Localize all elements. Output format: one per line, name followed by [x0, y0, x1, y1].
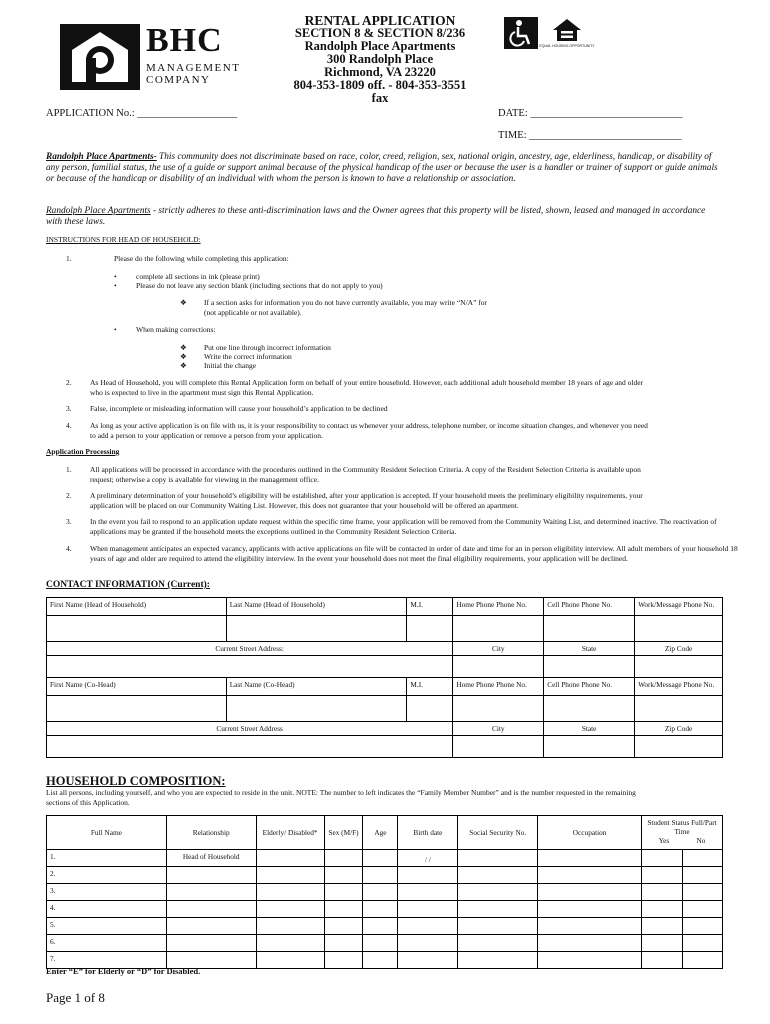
address2-input-row	[47, 736, 723, 758]
address2-head-row	[47, 722, 723, 736]
fax-line: fax	[371, 91, 389, 105]
cohead-last-name-input[interactable]	[226, 696, 407, 722]
bullet-icon: •	[114, 272, 117, 281]
member-age-input[interactable]	[363, 850, 398, 867]
head-home-phone-input[interactable]	[453, 616, 544, 642]
member-sex-input[interactable]	[324, 952, 363, 969]
member-ssn-input[interactable]	[458, 918, 538, 935]
city-header: City	[453, 642, 544, 656]
cohead-first-name-input[interactable]	[47, 696, 227, 722]
col-student-status	[642, 816, 723, 850]
member-occupation-input[interactable]	[538, 867, 642, 884]
contact-header: Last Name (Head of Household)	[226, 598, 407, 616]
zip-header: Zip Code	[635, 642, 723, 656]
address-input-row	[47, 656, 723, 678]
head-last-name-input[interactable]	[226, 616, 407, 642]
instruction-sub-1: If a section asks for information you do not have currently available, you may write “N/A” for (not applicable or not available).	[204, 298, 488, 317]
cohead-address-input[interactable]	[47, 736, 453, 758]
member-student-no[interactable]	[682, 952, 722, 969]
state-header: State	[544, 642, 635, 656]
instruction-num-4: 4.	[66, 421, 72, 430]
member-relationship-input[interactable]: Head of Household	[166, 850, 256, 867]
address-header: Current Street Address:	[47, 642, 453, 656]
household-intro: List all persons, including yourself, and who you are expected to reside in the unit. NOTE: The number to left indicates the “Family Member Number” and is the number requested in the remaining sections of this Application.	[46, 788, 636, 807]
city-header: City	[453, 722, 544, 736]
household-rows	[47, 850, 723, 969]
instructions-heading: INSTRUCTIONS FOR HEAD OF HOUSEHOLD:	[46, 235, 201, 244]
member-name-input[interactable]	[47, 901, 167, 918]
head-cell-phone-input[interactable]	[544, 616, 635, 642]
instruction-bullet-3: When making corrections:	[136, 325, 216, 334]
member-ssn-input[interactable]	[458, 952, 538, 969]
cohead-header: Work/Message Phone No.	[635, 678, 723, 696]
member-name-input[interactable]	[47, 867, 167, 884]
equal-housing-icon	[539, 17, 595, 49]
member-sex-input[interactable]	[324, 867, 363, 884]
instruction-bullet-1: complete all sections in ink (please print)	[136, 272, 260, 281]
head-mi-input[interactable]	[407, 616, 453, 642]
col-age: Age	[363, 816, 398, 850]
intro-text: This community does not discriminate based on race, color, creed, religion, sex, national origin, ancestry, age, elderliness, handicap, or disability of any person, familial status, the use of a guide or support animal because of the physical handicap of the user or because the user is a handler or trainer of support or guide animals or because of the handicap or disability of an individual with whom the person is known to have a relationship or association.	[46, 152, 718, 184]
member-student-yes[interactable]	[642, 918, 683, 935]
compliance-property-name: Randolph Place Apartments	[46, 206, 151, 216]
bullet-icon: •	[114, 325, 117, 334]
head-city-input[interactable]	[453, 656, 544, 678]
member-number: 2.	[50, 869, 56, 878]
document-header	[270, 14, 490, 105]
col-ssn: Social Security No.	[458, 816, 538, 850]
property-name: Randolph Place Apartments	[304, 39, 456, 53]
member-student-no[interactable]	[682, 918, 722, 935]
member-ssn-input[interactable]	[458, 850, 538, 867]
page-number: Page 1 of 8	[46, 990, 105, 1005]
member-relationship-input[interactable]	[166, 935, 256, 952]
member-age-input[interactable]	[363, 918, 398, 935]
household-table	[46, 815, 723, 969]
instruction-1: Please do the following while completing this application:	[114, 254, 289, 263]
diamond-bullet-icon: ❖	[180, 343, 187, 352]
head-first-name-input[interactable]	[47, 616, 227, 642]
contact-heading: CONTACT INFORMATION (Current):	[46, 580, 210, 590]
compliance-text: - strictly adheres to these anti-discrimination laws and the Owner agrees that this property will be listed, shown, leased and managed in accordance with these laws.	[46, 206, 706, 227]
cohead-header: Cell Phone Phone No.	[544, 678, 635, 696]
bhc-logo-mark	[60, 24, 140, 90]
member-number: 3.	[50, 886, 56, 895]
cohead-work-phone-input[interactable]	[635, 696, 723, 722]
household-member-row	[47, 901, 723, 918]
member-student-no[interactable]	[682, 935, 722, 952]
member-birthdate-input[interactable]	[398, 901, 458, 918]
household-member-row	[47, 867, 723, 884]
time-field[interactable]: TIME: _____________________________	[498, 130, 682, 141]
address-header: Current Street Address	[47, 722, 453, 736]
member-age-input[interactable]	[363, 952, 398, 969]
head-state-input[interactable]	[544, 656, 635, 678]
instruction-num-1: 1.	[66, 254, 72, 263]
member-age-input[interactable]	[363, 884, 398, 901]
col-full-name: Full Name	[47, 816, 167, 850]
household-member-row	[47, 935, 723, 952]
member-birthdate-input[interactable]	[398, 884, 458, 901]
instruction-num-2: 2.	[66, 378, 72, 387]
instruction-3: False, incomplete or misleading information will cause your household’s application to be declined	[90, 404, 388, 413]
contact-header: Home Phone Phone No.	[453, 598, 544, 616]
member-elderly-input[interactable]	[256, 952, 324, 969]
member-student-yes[interactable]	[642, 935, 683, 952]
diamond-bullet-icon: ❖	[180, 352, 187, 361]
col-birth-date: Birth date	[398, 816, 458, 850]
application-number-field[interactable]: APPLICATION No.: ___________________	[46, 108, 238, 119]
member-name-input[interactable]	[47, 935, 167, 952]
diamond-bullet-icon: ❖	[180, 361, 187, 370]
instruction-2: As Head of Household, you will complete this Rental Application form on behalf of your entire household. However, each additional adult household member 18 years of age and older who is expected to live in the apartment must sign this Rental Application.	[90, 378, 644, 397]
member-sex-input[interactable]	[324, 884, 363, 901]
household-footnote: Enter “E” for Elderly or “D” for Disabled.	[46, 966, 201, 976]
phone-line: 804-353-1809 off. - 804-353-3551	[293, 78, 467, 92]
household-member-row	[47, 884, 723, 901]
logo-line1: MANAGEMENT	[146, 62, 241, 74]
student-no-label: No	[696, 836, 706, 845]
member-elderly-input[interactable]	[256, 884, 324, 901]
property-address1: 300 Randolph Place	[326, 52, 434, 66]
wheelchair-icon	[504, 17, 538, 49]
member-student-yes[interactable]	[642, 901, 683, 918]
member-ssn-input[interactable]	[458, 867, 538, 884]
member-sex-input[interactable]	[324, 918, 363, 935]
member-student-yes[interactable]	[642, 884, 683, 901]
accessibility-icons	[504, 17, 595, 49]
member-student-yes[interactable]	[642, 952, 683, 969]
member-ssn-input[interactable]	[458, 901, 538, 918]
col-sex: Sex (M/F)	[324, 816, 363, 850]
processing-3: In the event you fail to respond to an application update request within the specific time frame, your application will be removed from the Community Waiting List, and determined inactive. The reactivation of applications may be granted if the household meets the exceptions outlined in the Community Resident Selection Criteria.	[90, 517, 717, 536]
member-student-no[interactable]	[682, 901, 722, 918]
processing-1: All applications will be processed in accordance with the procedures outlined in the Community Resident Selection Criteria. A copy of the Resident Selection Criteria is available upon request; otherwise a copy is available for viewing in the management office.	[90, 465, 641, 484]
member-age-input[interactable]	[363, 867, 398, 884]
property-address2: Richmond, VA 23220	[324, 65, 436, 79]
member-sex-input[interactable]	[324, 850, 363, 867]
intro-property-name: Randolph Place Apartments-	[46, 152, 157, 162]
cohead-header: Last Name (Co-Head)	[226, 678, 407, 696]
member-relationship-input[interactable]	[166, 867, 256, 884]
contact-header: M.I.	[407, 598, 453, 616]
member-name-input[interactable]	[47, 918, 167, 935]
col-relationship: Relationship	[166, 816, 256, 850]
member-sex-input[interactable]	[324, 935, 363, 952]
student-yes-label: Yes	[658, 836, 670, 845]
cohead-header: First Name (Co-Head)	[47, 678, 227, 696]
member-birthdate-input[interactable]	[398, 935, 458, 952]
head-address-input[interactable]	[47, 656, 453, 678]
member-student-no[interactable]	[682, 867, 722, 884]
household-member-row	[47, 918, 723, 935]
member-sex-input[interactable]	[324, 901, 363, 918]
compliance-statement	[46, 206, 722, 228]
member-student-no[interactable]	[682, 850, 722, 867]
member-occupation-input[interactable]	[538, 918, 642, 935]
contact-head-row	[47, 598, 723, 616]
member-relationship-input[interactable]	[166, 884, 256, 901]
logo-name: BHC	[146, 22, 223, 59]
cohead-input-row	[47, 696, 723, 722]
student-status-label: Student Status Full/Part Time	[647, 818, 717, 836]
instruction-bullet-2: Please do not leave any section blank (including sections that do not apply to you)	[136, 281, 383, 290]
member-ssn-input[interactable]	[458, 884, 538, 901]
member-birthdate-input[interactable]: / /	[398, 850, 458, 867]
correction-2: Write the correct information	[204, 352, 292, 361]
correction-3: Initial the change	[204, 361, 257, 370]
zip-header: Zip Code	[635, 722, 723, 736]
member-ssn-input[interactable]	[458, 935, 538, 952]
col-occupation: Occupation	[538, 816, 642, 850]
processing-num-2: 2.	[66, 491, 72, 500]
document-title: RENTAL APPLICATION	[304, 13, 456, 28]
member-student-no[interactable]	[682, 884, 722, 901]
member-student-yes[interactable]	[642, 850, 683, 867]
state-header: State	[544, 722, 635, 736]
contact-table	[46, 597, 723, 758]
contact-header: Cell Phone Phone No.	[544, 598, 635, 616]
member-occupation-input[interactable]	[538, 901, 642, 918]
member-elderly-input[interactable]	[256, 935, 324, 952]
contact-header: Work/Message Phone No.	[635, 598, 723, 616]
member-age-input[interactable]	[363, 901, 398, 918]
member-elderly-input[interactable]	[256, 850, 324, 867]
address-head-row	[47, 642, 723, 656]
cohead-state-input[interactable]	[544, 736, 635, 758]
member-relationship-input[interactable]	[166, 901, 256, 918]
bhc-logo-text	[146, 24, 240, 86]
member-occupation-input[interactable]	[538, 935, 642, 952]
cohead-head-row	[47, 678, 723, 696]
head-work-phone-input[interactable]	[635, 616, 723, 642]
member-number: 5.	[50, 920, 56, 929]
member-birthdate-input[interactable]	[398, 867, 458, 884]
cohead-home-phone-input[interactable]	[453, 696, 544, 722]
date-field[interactable]: DATE: _____________________________	[498, 108, 683, 119]
contact-header: First Name (Head of Household)	[47, 598, 227, 616]
member-name-input[interactable]	[47, 850, 167, 867]
processing-num-4: 4.	[66, 544, 72, 553]
diamond-bullet-icon: ❖	[180, 298, 187, 307]
cohead-zip-input[interactable]	[635, 736, 723, 758]
member-birthdate-input[interactable]	[398, 952, 458, 969]
processing-heading: Application Processing	[46, 447, 120, 456]
processing-2: A preliminary determination of your household’s eligibility will be established, after your application is accepted. If your household meets the preliminary eligibility requirements, your application will be placed on our Community Waiting List. However, this does not guarantee that your household will be offered an apartment.	[90, 491, 643, 510]
cohead-city-input[interactable]	[453, 736, 544, 758]
correction-1: Put one line through incorrect information	[204, 343, 331, 352]
member-elderly-input[interactable]	[256, 918, 324, 935]
member-occupation-input[interactable]	[538, 850, 642, 867]
member-number: 6.	[50, 937, 56, 946]
member-number: 4.	[50, 903, 56, 912]
cohead-mi-input[interactable]	[407, 696, 453, 722]
cohead-header: M.I.	[407, 678, 453, 696]
household-member-row	[47, 850, 723, 867]
member-birthdate-input[interactable]	[398, 918, 458, 935]
member-occupation-input[interactable]	[538, 884, 642, 901]
member-occupation-input[interactable]	[538, 952, 642, 969]
logo-line2: COMPANY	[146, 74, 211, 86]
household-head-row	[47, 816, 723, 850]
member-elderly-input[interactable]	[256, 867, 324, 884]
member-age-input[interactable]	[363, 935, 398, 952]
member-elderly-input[interactable]	[256, 901, 324, 918]
cohead-cell-phone-input[interactable]	[544, 696, 635, 722]
member-number: 7.	[50, 954, 56, 963]
head-zip-input[interactable]	[635, 656, 723, 678]
eho-caption: EQUAL HOUSING OPPORTUNITY	[539, 44, 595, 48]
bullet-icon: •	[114, 281, 117, 290]
instruction-4: As long as your active application is on file with us, it is your responsibility to contact us whenever your address, telephone number, or income situation changes, and whenever you need to add a person to your application or remove a person from your application.	[90, 421, 648, 440]
household-heading: HOUSEHOLD COMPOSITION:	[46, 774, 226, 788]
member-student-yes[interactable]	[642, 867, 683, 884]
processing-num-3: 3.	[66, 517, 72, 526]
nondiscrimination-statement	[46, 152, 722, 185]
member-number: 1.	[50, 852, 56, 861]
member-relationship-input[interactable]	[166, 918, 256, 935]
section-line: SECTION 8 & SECTION 8/236	[294, 26, 466, 40]
member-name-input[interactable]	[47, 884, 167, 901]
processing-4: When management anticipates an expected vacancy, applicants with active applications on file will be contacted in order of date and time for an in person eligibility interview. All adult members of your household 18 years of age and older are required to attend the eligibility interview. In the event your household does not meet the final eligibility requirements, your application will be declined.	[90, 544, 738, 563]
instruction-num-3: 3.	[66, 404, 72, 413]
processing-num-1: 1.	[66, 465, 72, 474]
cohead-header: Home Phone Phone No.	[453, 678, 544, 696]
col-elderly-disabled: Elderly/ Disabled*	[256, 816, 324, 850]
contact-input-row	[47, 616, 723, 642]
